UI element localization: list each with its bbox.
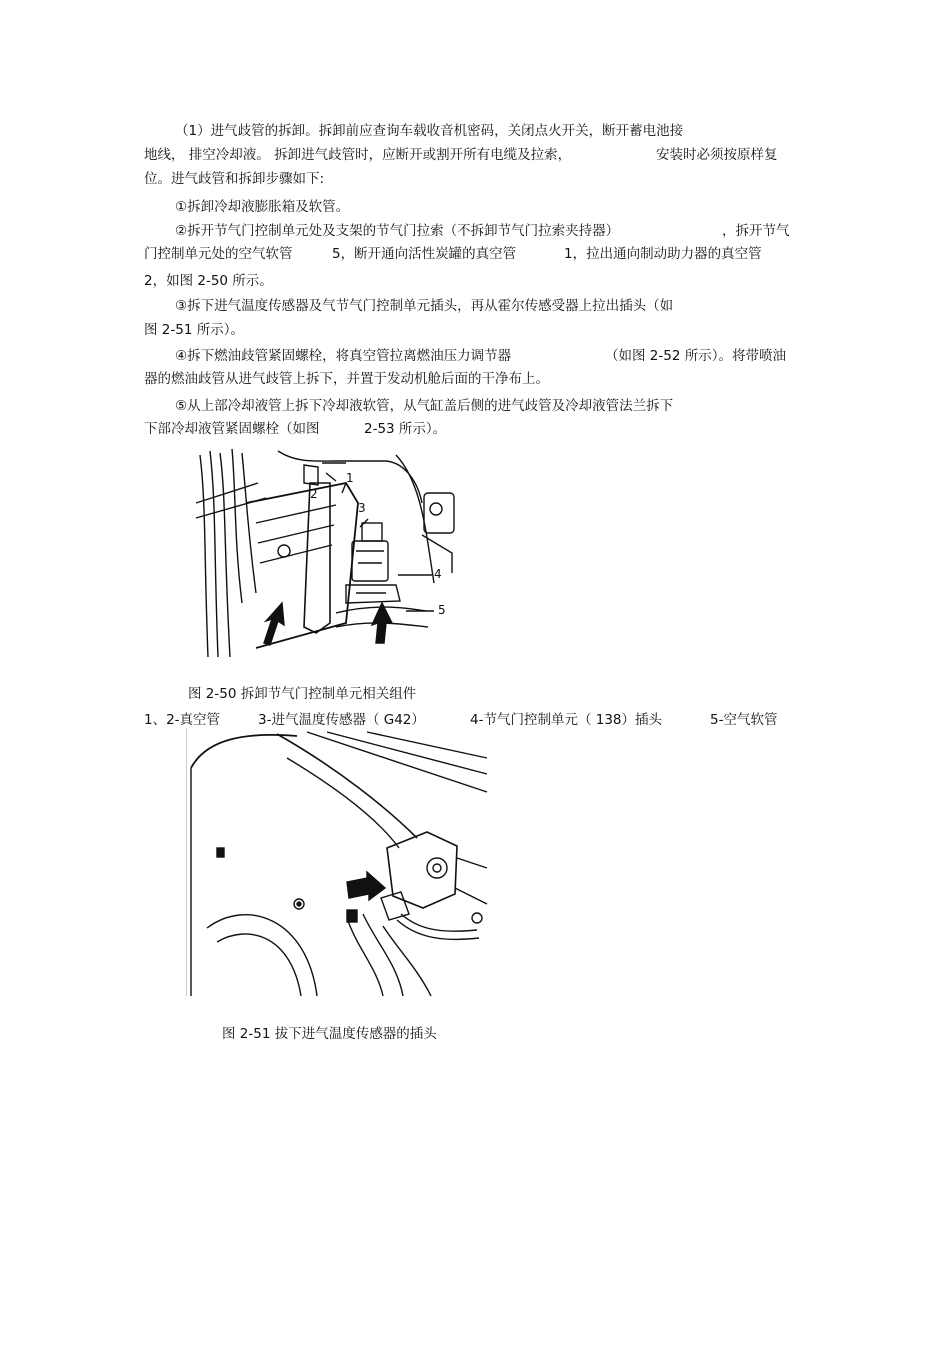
figure-2-50-caption: 图 2-50 拆卸节气门控制单元相关组件 [188,686,417,702]
text-line: （1）进气歧管的拆卸。拆卸前应查询车载收音机密码，关闭点火开关，断开蓄电池接 [175,123,684,139]
text-fragment: 安装时必须按原样复 [656,147,778,163]
text-line: 器的燃油歧管从进气歧管上拆下，并置于发动机舱后面的干净布上。 [144,371,549,387]
figure-2-51-drawing [186,728,499,996]
text-line: 2，如图 2-50 所示。 [144,273,273,289]
text-fragment: （如图 2-52 所示）。将带喷油 [605,348,786,364]
text-line: ①拆卸冷却液膨胀箱及软管。 [175,199,350,215]
text-fragment: ②拆开节气门控制单元处及支架的节气门拉索（不拆卸节气门拉索夹持器） [175,223,620,239]
text-line: 图 2-51 所示）。 [144,322,244,338]
text-fragment: 2-53 所示）。 [364,421,447,437]
text-fragment: 下部冷却液管紧固螺栓（如图 [144,421,320,437]
callout-5: 5 [438,603,446,617]
figure-2-50-drawing [186,443,470,657]
legend-item: 5-空气软管 [710,712,778,728]
figure-2-51-caption: 图 2-51 拔下进气温度传感器的插头 [222,1026,437,1042]
text-line: ⑤从上部冷却液管上拆下冷却液软管，从气缸盖后侧的进气歧管及冷却液管法兰拆下 [175,398,674,414]
callout-1: 1 [346,471,354,485]
text-fragment: 1，拉出通向制动助力器的真空管 [564,246,762,262]
text-fragment: ④拆下燃油歧管紧固螺栓，将真空管拉离燃油压力调节器 [175,348,512,364]
text-fragment: 地线， 排空冷却液。 拆卸进气歧管时，应断开或割开所有电缆及拉索， [144,147,572,163]
callout-4: 4 [434,567,442,581]
text-fragment: ，拆开节气 [722,223,790,239]
text-fragment: 5，断开通向活性炭罐的真空管 [332,246,517,262]
figure-2-50-legend [144,708,794,728]
callout-2: 2 [310,487,318,501]
legend-item: 3-进气温度传感器（ G42） [258,712,425,728]
legend-item: 4-节气门控制单元（ 138）插头 [470,712,663,728]
text-line: 位。进气歧管和拆卸步骤如下: [144,171,325,187]
legend-item: 1、2-真空管 [144,712,221,728]
callout-3: 3 [358,501,366,515]
text-line: ③拆下进气温度传感器及气节气门控制单元插头，再从霍尔传感受器上拉出插头（如 [175,298,674,314]
text-fragment: 门控制单元处的空气软管 [144,246,293,262]
